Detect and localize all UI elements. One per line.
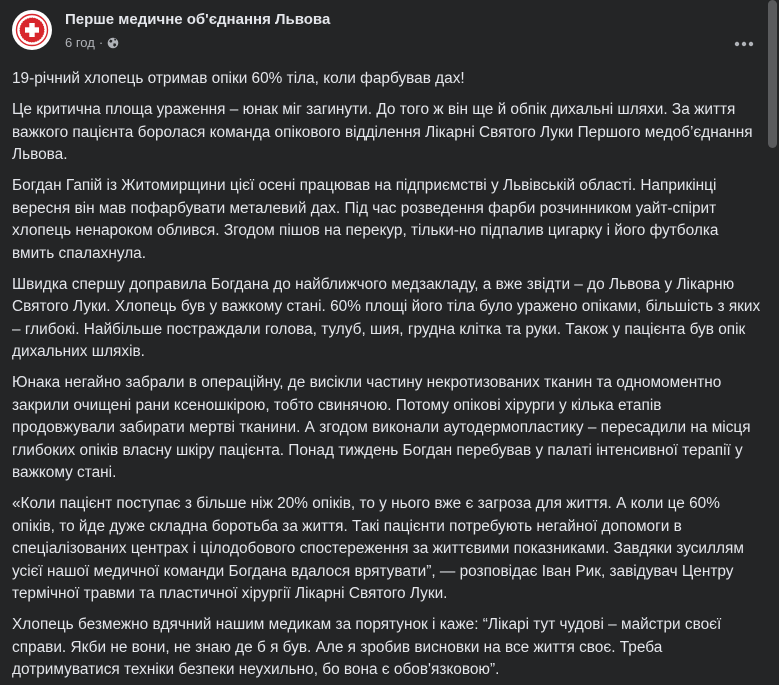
post-paragraph: Хлопець безмежно вдячний нашим медикам за порятунок і каже: “Лікарі тут чудові – майстри своєї справи. Якби не вони, не знаю де б я був. Але я зробив висновки на все життя своє. Треба дотримуватися техніки безпеки неухильно, бо вона є обов'язковою”.: [12, 616, 722, 678]
post-time[interactable]: 6 год: [65, 35, 95, 50]
post-header: [12, 10, 766, 54]
scrollbar-thumb[interactable]: [768, 0, 777, 148]
vertical-scrollbar[interactable]: [766, 0, 779, 685]
post-paragraph: 19-річний хлопець отримав опіки 60% тіла, коли фарбував дах!: [12, 70, 465, 87]
meta-separator: ·: [98, 35, 104, 50]
more-horizontal-icon: [734, 41, 754, 47]
post-paragraph: Богдан Гапій із Житомирщини цієї осені працював на підприємстві у Львівській області. Наприкінці вересня він мав пофарбувати металевий дах. Під час розведення фарби розчинником уайт-спірит хлопець ненароком облився. Згодом пішов на перекур, тільки-но підпалив цигарку і його футболка вмить спалахнула.: [12, 177, 719, 262]
post-meta: [65, 35, 119, 50]
post-paragraph: Це критична площа ураження – юнак міг загинути. До того ж він ще й обпік дихальні шляхи. За життя важкого пацієнта боролася команда опікового відділення Лікарні Святого Луки Першого медоб’єднання Львова.: [12, 101, 753, 163]
red-cross-logo: [14, 12, 50, 48]
post-paragraph: Швидка спершу доправила Богдана до найближчого медзакладу, а вже звідти – до Львова у Лікарню Святого Луки. Хлопець був у важкому стані. 60% площі його тіла було уражено опіками, більшість з яких – глибокі. Найбільше постраждали голова, тулуб, шия, грудна клітка та руки. Також у пацієнта був опік дихальних шляхів.: [12, 275, 761, 360]
post-paragraph: Юнака негайно забрали в операційну, де висікли частину некротизованих тканин та одномоментно закрили очищені рани ксеношкірою, тобто свинячою. Потому опікові хірурги у кілька етапів продовжували забирати мертві тканини. А згодом виконали аутодермопластику – пересадили на місця глибоких опіків власну шкіру пацієнта. Понад тиждень Богдан перебував у палаті інтенсивної терапії у важкому стані.: [12, 374, 751, 481]
globe-icon: [107, 37, 119, 49]
page-avatar[interactable]: [12, 10, 52, 50]
post-body: [12, 68, 762, 685]
page-name-link[interactable]: Перше медичне об'єднання Львова: [65, 11, 331, 28]
more-options-button[interactable]: [726, 26, 762, 62]
post-paragraph: «Коли пацієнт поступає з більше ніж 20% опіків, то у нього вже є загроза для життя. А коли це 60% опіків, то йде дуже складна боротьба за життя. Такі пацієнти потребують негайної допомоги в спеціалізованих центрах і цілодобового спостереження за життєвими показниками. Завдяки зусиллям усієї нашої медичної команди Богдана вдалося врятувати”, — розповідає Іван Рик, завідувач Центру термічної травми та пластичної хірургії Лікарні Святого Луки.: [12, 495, 744, 602]
